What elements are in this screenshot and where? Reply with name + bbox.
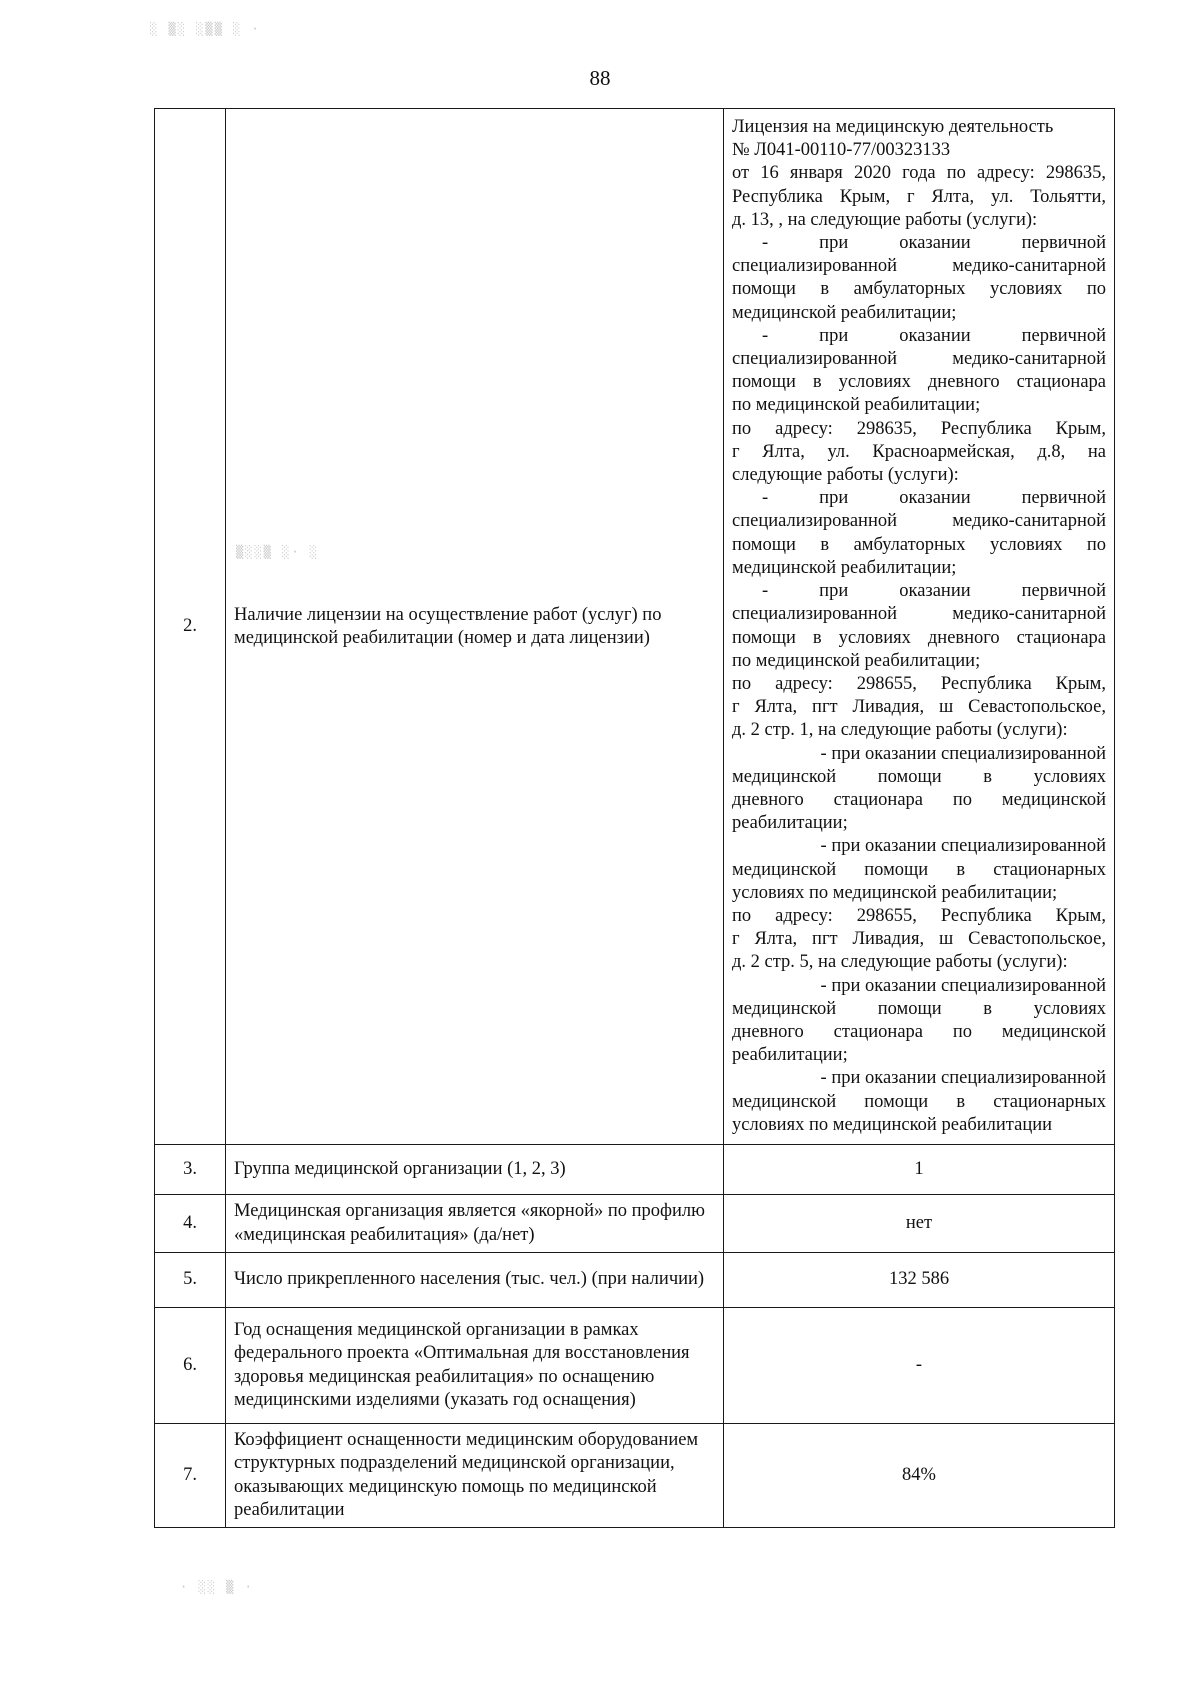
license-line: г Ялта, пгт Ливадия, ш Севастопольское, (732, 929, 1106, 950)
row-number: 3. (155, 1145, 226, 1195)
table-row (155, 1145, 1115, 1195)
license-line: - при оказании специализированной (820, 743, 1106, 764)
table-row (155, 1308, 1115, 1424)
license-line: помощи в амбулаторных условиях по (732, 279, 1106, 300)
row-number: 5. (155, 1253, 226, 1308)
table-row (155, 1253, 1115, 1308)
license-line: - при оказании специализированной (820, 1068, 1106, 1089)
row-value: - (724, 1308, 1115, 1424)
license-line: д. 2 стр. 1, на следующие работы (услуги): (732, 720, 1068, 741)
page-number: 88 (589, 66, 611, 90)
scan-artifact: ▒░░▒ ░· ░ (236, 545, 320, 559)
scan-artifact: · ░░ ▒ · (180, 1580, 254, 1594)
license-line: реабилитации; (732, 813, 848, 834)
license-line: медицинской помощи в стационарных (732, 859, 1106, 880)
row-number: 6. (155, 1308, 226, 1424)
license-line: медицинской помощи в стационарных (732, 1091, 1106, 1112)
license-line: д. 2 стр. 5, на следующие работы (услуги): (732, 952, 1068, 973)
license-line: медицинской помощи в условиях (732, 998, 1106, 1019)
license-line: специализированной медико-санитарной (732, 511, 1106, 532)
license-line: специализированной медико-санитарной (732, 604, 1106, 625)
license-details (724, 109, 1115, 1145)
license-line: специализированной медико-санитарной (732, 256, 1106, 277)
license-line: помощи в условиях дневного стационара (732, 372, 1106, 393)
license-line: Лицензия на медицинскую деятельность (732, 117, 1054, 138)
license-line: от 16 января 2020 года по адресу: 298635, (732, 163, 1106, 184)
license-line: г Ялта, ул. Красноармейская, д.8, на (732, 441, 1106, 462)
license-text (732, 116, 1106, 1137)
license-line: - при оказании первичной (762, 488, 1106, 509)
license-line: дневного стационара по медицинской (732, 1021, 1106, 1042)
license-line: № Л041-00110-77/00323133 (732, 140, 951, 161)
table-row (155, 1424, 1115, 1528)
license-line: по адресу: 298655, Республика Крым, (732, 673, 1106, 694)
license-line: следующие работы (услуги): (732, 465, 959, 486)
license-line: помощи в условиях дневного стационара (732, 627, 1106, 648)
row-description: Медицинская организация является «якорной» по профилю «медицинская реабилитация» (да/нет) (226, 1195, 724, 1253)
row-description: Наличие лицензии на осуществление работ (услуг) по медицинской реабилитации (номер и дата лицензии) (226, 109, 724, 1145)
license-line: д. 13, , на следующие работы (услуги): (732, 209, 1038, 230)
license-line: г Ялта, пгт Ливадия, ш Севастопольское, (732, 697, 1106, 718)
license-line: реабилитации; (732, 1045, 848, 1066)
license-line: - при оказании специализированной (820, 975, 1106, 996)
row-number: 7. (155, 1424, 226, 1528)
rehabilitation-info-table (154, 108, 1115, 1528)
license-line: Республика Крым, г Ялта, ул. Тольятти, (732, 186, 1106, 207)
scan-artifact: ░ ▒░ ░▒▒ ░ · (150, 22, 261, 36)
license-line: - при оказании первичной (762, 581, 1106, 602)
row-description: Число прикрепленного населения (тыс. чел.) (при наличии) (226, 1253, 724, 1308)
license-line: медицинской помощи в условиях (732, 766, 1106, 787)
row-number: 2. (155, 109, 226, 1145)
license-line: специализированной медико-санитарной (732, 349, 1106, 370)
row-value: 84% (724, 1424, 1115, 1528)
license-line: медицинской реабилитации; (732, 302, 957, 323)
row-number: 4. (155, 1195, 226, 1253)
row-value: 1 (724, 1145, 1115, 1195)
license-line: по адресу: 298655, Республика Крым, (732, 905, 1106, 926)
table-row (155, 1195, 1115, 1253)
row-value: 132 586 (724, 1253, 1115, 1308)
row-description: Год оснащения медицинской организации в рамках федерального проекта «Оптимальная для восстановления здоровья медицинская реабилитация» по оснащению медицинскими изделиями (указать год оснащения) (226, 1308, 724, 1424)
license-line: - при оказании первичной (762, 233, 1106, 254)
license-line: по медицинской реабилитации; (732, 395, 981, 416)
row-value: нет (724, 1195, 1115, 1253)
license-line: медицинской реабилитации; (732, 557, 957, 578)
table-row (155, 109, 1115, 1145)
license-line: - при оказании первичной (762, 325, 1106, 346)
license-line: условиях по медицинской реабилитации; (732, 882, 1058, 903)
license-line: по адресу: 298635, Республика Крым, (732, 418, 1106, 439)
license-line: дневного стационара по медицинской (732, 789, 1106, 810)
license-line: помощи в амбулаторных условиях по (732, 534, 1106, 555)
row-description: Группа медицинской организации (1, 2, 3) (226, 1145, 724, 1195)
license-line: - при оказании специализированной (820, 836, 1106, 857)
license-line: по медицинской реабилитации; (732, 650, 981, 671)
license-line: условиях по медицинской реабилитации (732, 1114, 1053, 1135)
row-description: Коэффициент оснащенности медицинским оборудованием структурных подразделений медицинской организации, оказывающих медицинскую помощь по медицинской реабилитации (226, 1424, 724, 1528)
